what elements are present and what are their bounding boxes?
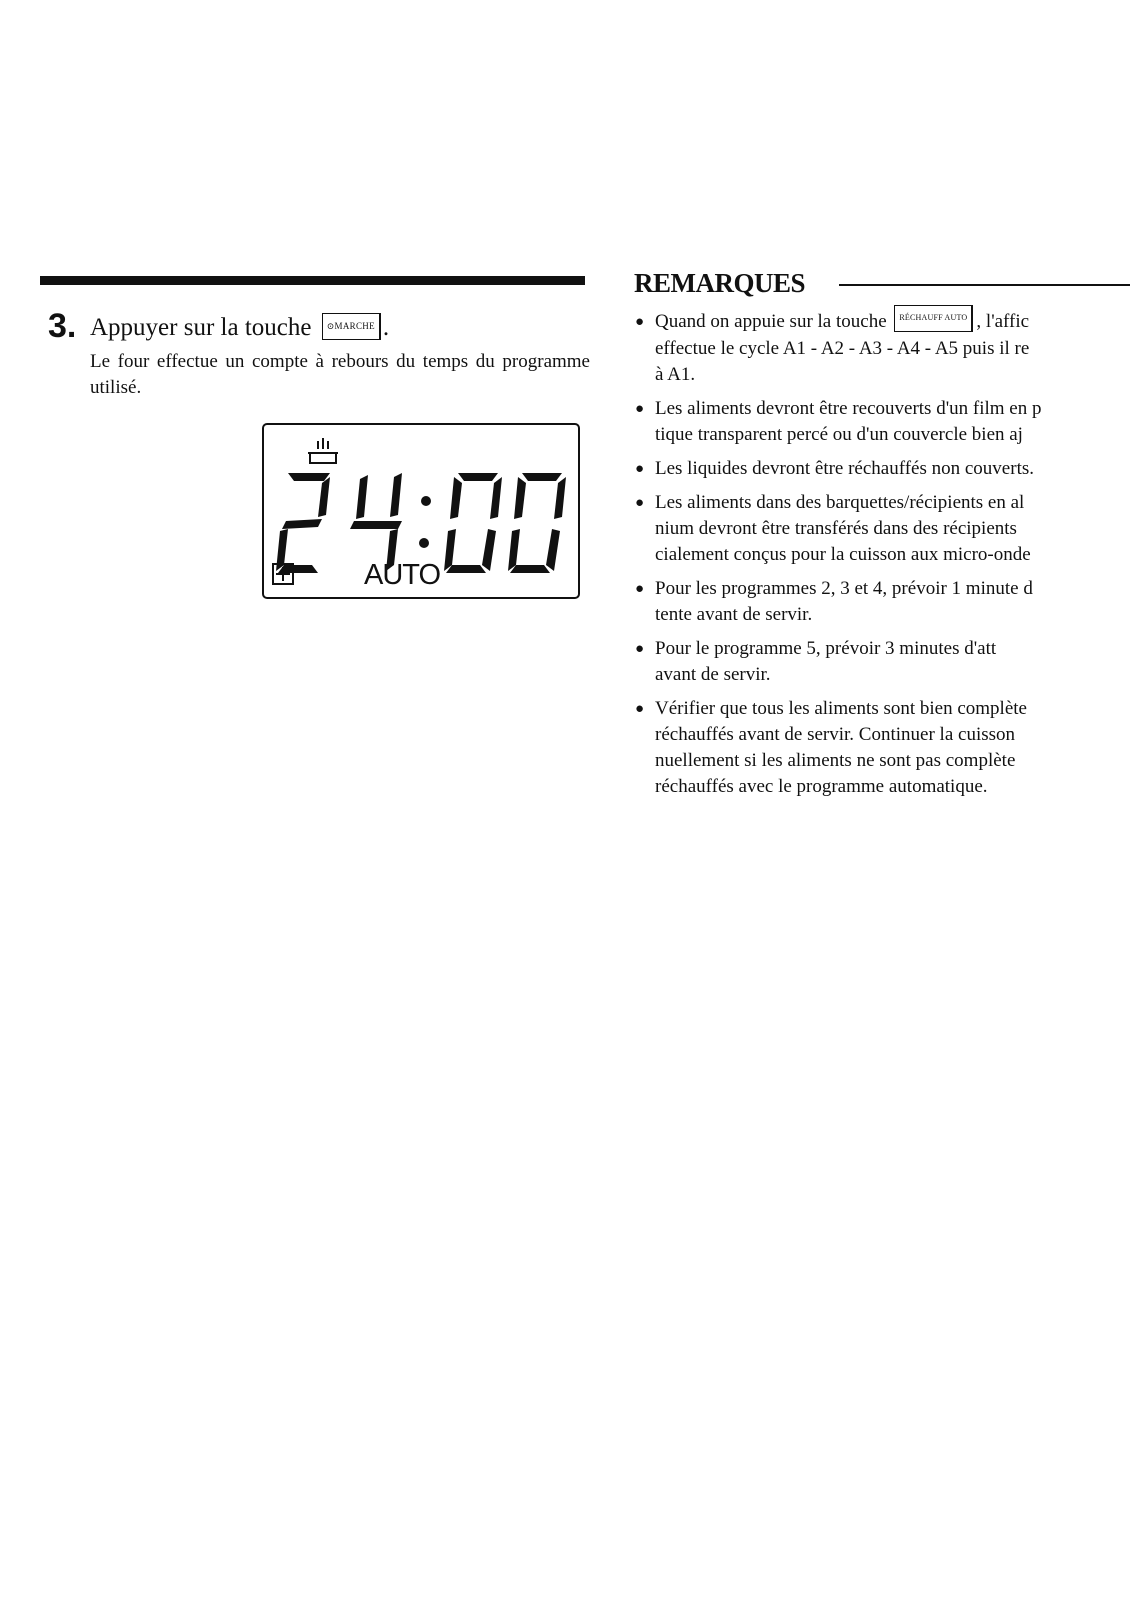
remark-line: Les aliments dans des barquettes/récipients en al [655,492,1025,514]
remark-line: Pour le programme 5, prévoir 3 minutes d'att [655,638,997,660]
list-item [634,696,1130,800]
section-divider [40,276,585,285]
remark-line: Les aliments devront être recouverts d'un film en p [655,398,1042,420]
list-item [634,309,1130,388]
remark-line: cialement conçus pour la cuisson aux micro-onde [655,544,1031,566]
lcd-mode-label: AUTO [364,559,441,591]
list-item [634,396,1130,448]
remarks-header [634,265,1130,305]
step-description: Le four effectue un compte à rebours du temps du programme utilisé. [90,351,590,398]
remark-line: réchauffés avant de servir. Continuer la cuisson [655,724,1016,746]
remarks-title: REMARQUES [634,268,806,298]
list-item [634,576,1130,628]
remarks-list [634,309,1130,808]
step-instruction-suffix: . [382,314,390,341]
remark-line: effectue le cycle A1 - A2 - A3 - A4 - A5 puis il re [655,338,1030,360]
remark-line: à A1. [655,364,696,386]
remark-line: Vérifier que tous les aliments sont bien complète [655,698,1027,720]
step-number: 3. [48,307,77,345]
list-item [634,490,1130,568]
remarks-rule [839,284,1130,286]
rechauff-auto-key: RÉCHAUFF AUTO [894,305,973,332]
remark-line: avant de servir. [655,664,771,686]
remark-line: réchauffés avec le programme automatique. [655,776,988,798]
bullet-icon: ● [635,495,645,512]
remark-text: Quand on appuie sur la touche [655,311,887,332]
remark-line: nium devront être transférés dans des récipients [655,518,1017,540]
bullet-icon: ● [635,581,645,598]
remarks-section [634,265,1130,825]
remark-line [655,309,1130,336]
lcd-display [262,423,580,599]
remark-text: , l'affic [976,311,1030,332]
remark-line: tique transparent percé ou d'un couvercle bien aj [655,424,1023,446]
step-instruction [90,314,389,343]
bullet-icon: ● [635,314,645,330]
remark-line: Les liquides devront être réchauffés non couverts. [655,458,1034,480]
bowl-icon [308,438,338,463]
bullet-icon: ● [635,641,645,658]
remark-line: tente avant de servir. [655,604,813,626]
remark-line: nuellement si les aliments ne sont pas complète [655,750,1016,772]
list-item [634,636,1130,688]
step-instruction-text: Appuyer sur la touche [90,314,312,341]
remark-line: Pour les programmes 2, 3 et 4, prévoir 1 minute d [655,578,1033,600]
bullet-icon: ● [635,401,645,418]
bullet-icon: ● [635,701,645,718]
list-item [634,456,1130,482]
time-digits [276,473,566,573]
marche-key: ⊙MARCHE [322,313,381,340]
bullet-icon: ● [635,461,645,478]
